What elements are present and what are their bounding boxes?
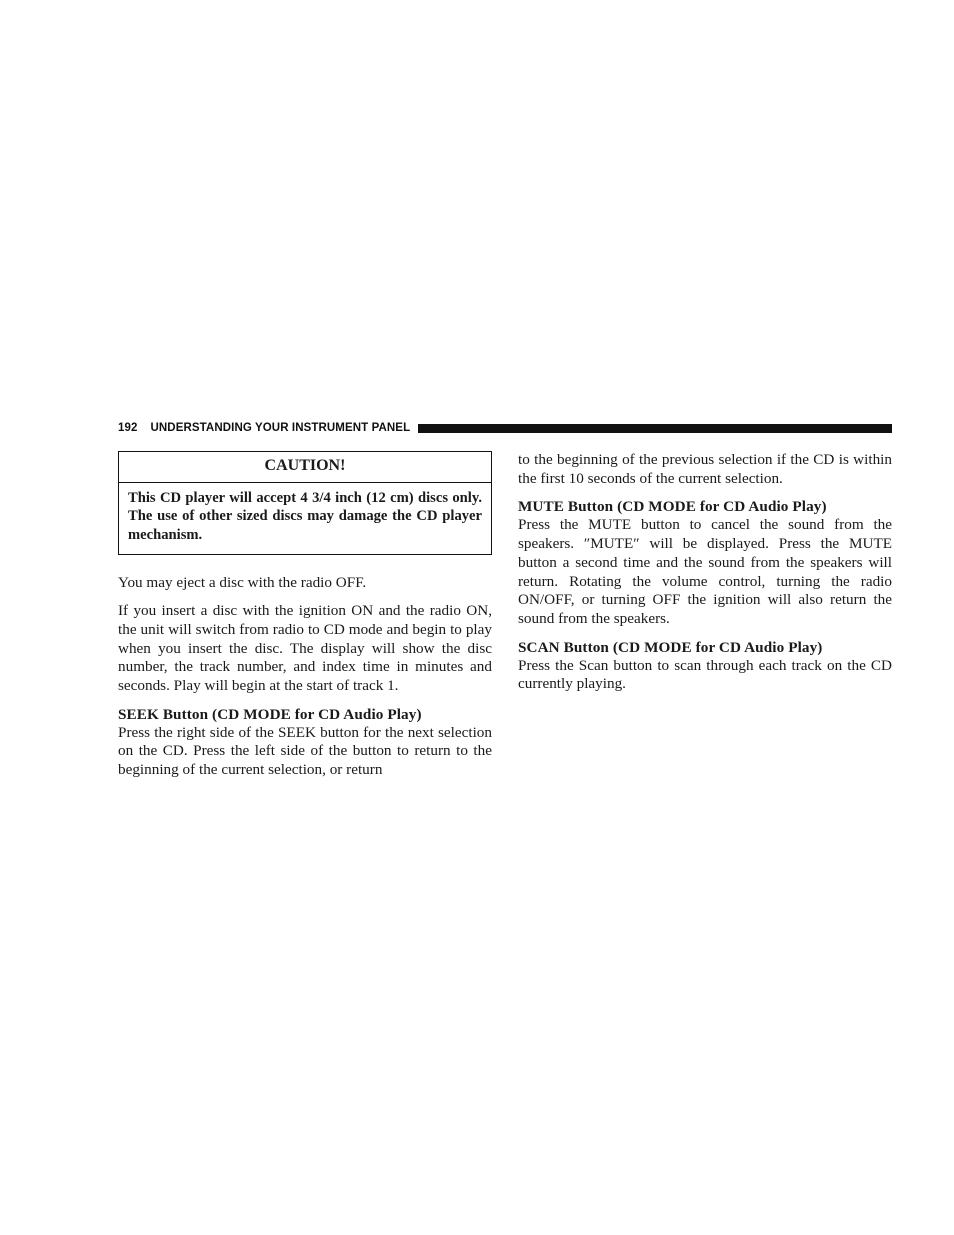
seek-heading: SEEK Button (CD MODE for CD Audio Play) [118, 705, 422, 723]
mute-body: Press the MUTE button to cancel the sound from the speakers. ″MUTE″ will be displayed. Press the MUTE button a second time and the sound from the speakers will return. Rotating the volume control, turning the radio ON/OFF, or turning OFF the ignition will also return the sound from the speakers. [518, 516, 892, 627]
page-number: 192 [118, 422, 138, 434]
scan-heading: SCAN Button (CD MODE for CD Audio Play) [518, 638, 823, 656]
mute-section [518, 497, 892, 628]
scan-body: Press the Scan button to scan through each track on the CD currently playing. [518, 656, 892, 693]
header-rule [418, 424, 892, 433]
caution-box [118, 451, 492, 555]
page-header [118, 421, 892, 435]
seek-continued: to the beginning of the previous selection if the CD is within the first 10 seconds of the current selection. [518, 451, 892, 487]
scan-section [518, 638, 892, 694]
left-column [118, 451, 492, 789]
seek-section [118, 705, 492, 780]
eject-paragraph: You may eject a disc with the radio OFF. [118, 574, 367, 592]
mute-heading: MUTE Button (CD MODE for CD Audio Play) [518, 498, 827, 516]
right-column [518, 451, 892, 703]
seek-body: Press the right side of the SEEK button for the next selection on the CD. Press the left side of the button to return to the beginning of the current selection, or return [118, 723, 492, 779]
insert-disc-paragraph: If you insert a disc with the ignition ON and the radio ON, the unit will switch from radio to CD mode and begin to play when you insert the disc. The display will show the disc number, the track number, and index time in minutes and seconds. Play will begin at the start of track 1. [118, 602, 492, 694]
section-title: UNDERSTANDING YOUR INSTRUMENT PANEL [150, 422, 411, 434]
caution-body: This CD player will accept 4 3/4 inch (12 cm) discs only. The use of other sized discs may damage the CD player mechanism. [128, 489, 482, 543]
caution-title: CAUTION! [119, 452, 491, 483]
